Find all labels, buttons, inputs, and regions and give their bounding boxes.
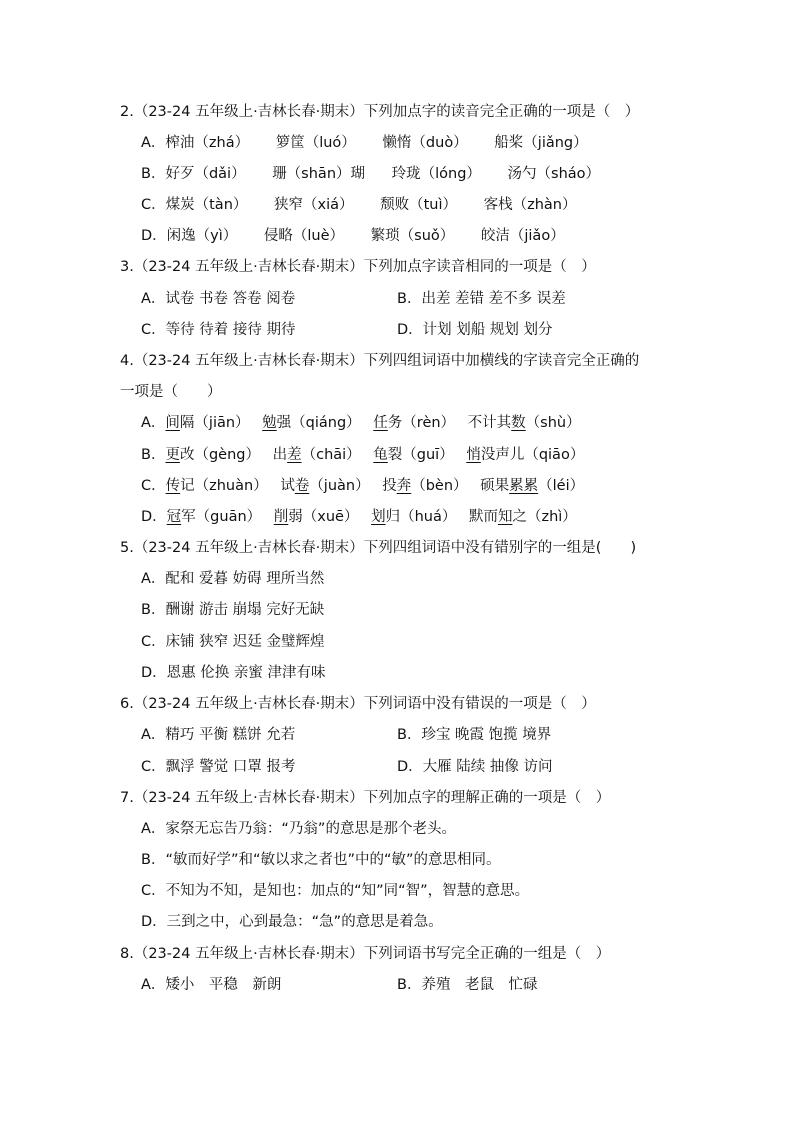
question-7-option-a: A．家祭无忘告乃翁：“乃翁”的意思是那个老头。 xyxy=(141,821,456,837)
question-5-option-c: C．床铺 狭窄 迟廷 金璧辉煌 xyxy=(141,634,325,650)
question-5-option-d: D．恩惠 伦换 亲蜜 津津有味 xyxy=(141,665,326,681)
question-3-option-c: C．等待 待着 接待 期待 xyxy=(141,322,296,338)
question-5-stem: 5.（23-24 五年级上·吉林长春·期末）下列四组词语中没有错别字的一组是( ) xyxy=(120,540,637,556)
question-4-option-b: B．更改（gèng） 出差（chāi） 龟裂（guī） 悄没声儿（qiāo） xyxy=(141,447,585,463)
question-7-stem: 7.（23-24 五年级上·吉林长春·期末）下列加点字的理解正确的一项是（ ） xyxy=(120,790,611,806)
question-5-option-a: A．配和 爱暮 妨碍 理所当然 xyxy=(141,571,325,587)
question-3-option-d: D．计划 划船 规划 划分 xyxy=(397,322,553,338)
question-2-option-b: B．好歹（dǎi） 珊（shān）瑚 玲珑（lóng） 汤勺（sháo） xyxy=(141,166,601,182)
question-6-option-d: D．大雁 陆续 抽像 访问 xyxy=(397,759,553,775)
question-6-stem: 6.（23-24 五年级上·吉林长春·期末）下列词语中没有错误的一项是（ ） xyxy=(120,696,596,712)
question-4-stem-continued: 一项是（ ） xyxy=(120,384,222,400)
question-4-option-c: C．传记（zhuàn） 试卷（juàn） 投奔（bèn） 硕果累累（léi） xyxy=(141,478,585,494)
question-8-option-b: B．养殖 老鼠 忙碌 xyxy=(397,977,538,993)
question-8-option-a: A．矮小 平稳 新朗 xyxy=(141,977,282,993)
question-2-option-d: D．闲逸（yì） 侵略（luè） 繁琐（suǒ） 皎洁（jiǎo） xyxy=(141,228,565,244)
question-5-option-b: B．酬谢 游击 崩塌 完好无缺 xyxy=(141,602,325,618)
question-6-option-b: B．珍宝 晚霞 饱揽 境界 xyxy=(397,727,552,743)
question-3-option-b: B．出差 差错 差不多 误差 xyxy=(397,291,566,307)
question-6-option-a: A．精巧 平衡 糕饼 允若 xyxy=(141,727,296,743)
question-4-option-a: A．间隔（jiān） 勉强（qiáng） 任务（rèn） 不计其数（shù） xyxy=(141,415,581,431)
question-2-stem: 2.（23-24 五年级上·吉林长春·期末）下列加点字的读音完全正确的一项是（ ） xyxy=(120,104,640,120)
question-7-option-d: D．三到之中，心到最急：“急”的意思是着急。 xyxy=(141,914,443,930)
question-3-option-a: A．试卷 书卷 答卷 阅卷 xyxy=(141,291,296,307)
question-7-option-b: B．“敏而好学”和“敏以求之者也”中的“敏”的意思相同。 xyxy=(141,852,501,868)
question-2-option-c: C．煤炭（tàn） 狭窄（xiá） 颓败（tuì） 客栈（zhàn） xyxy=(141,197,577,213)
question-6-option-c: C．飘浮 警觉 口罩 报考 xyxy=(141,759,296,775)
question-7-option-c: C．不知为不知，是知也：加点的“知”同“智”，智慧的意思。 xyxy=(141,883,530,899)
question-4-stem: 4.（23-24 五年级上·吉林长春·期末）下列四组词语中加横线的字读音完全正确的 xyxy=(120,353,640,369)
question-4-option-d: D．冠军（guān） 削弱（xuē） 划归（huá） 默而知之（zhì） xyxy=(141,509,577,525)
question-8-stem: 8.（23-24 五年级上·吉林长春·期末）下列词语书写完全正确的一组是（ ） xyxy=(120,946,611,962)
question-3-stem: 3.（23-24 五年级上·吉林长春·期末）下列加点字读音相同的一项是（ ） xyxy=(120,259,596,275)
question-2-option-a: A．榨油（zhá） 箩筐（luó） 懒惰（duò） 船桨（jiǎng） xyxy=(141,135,588,151)
